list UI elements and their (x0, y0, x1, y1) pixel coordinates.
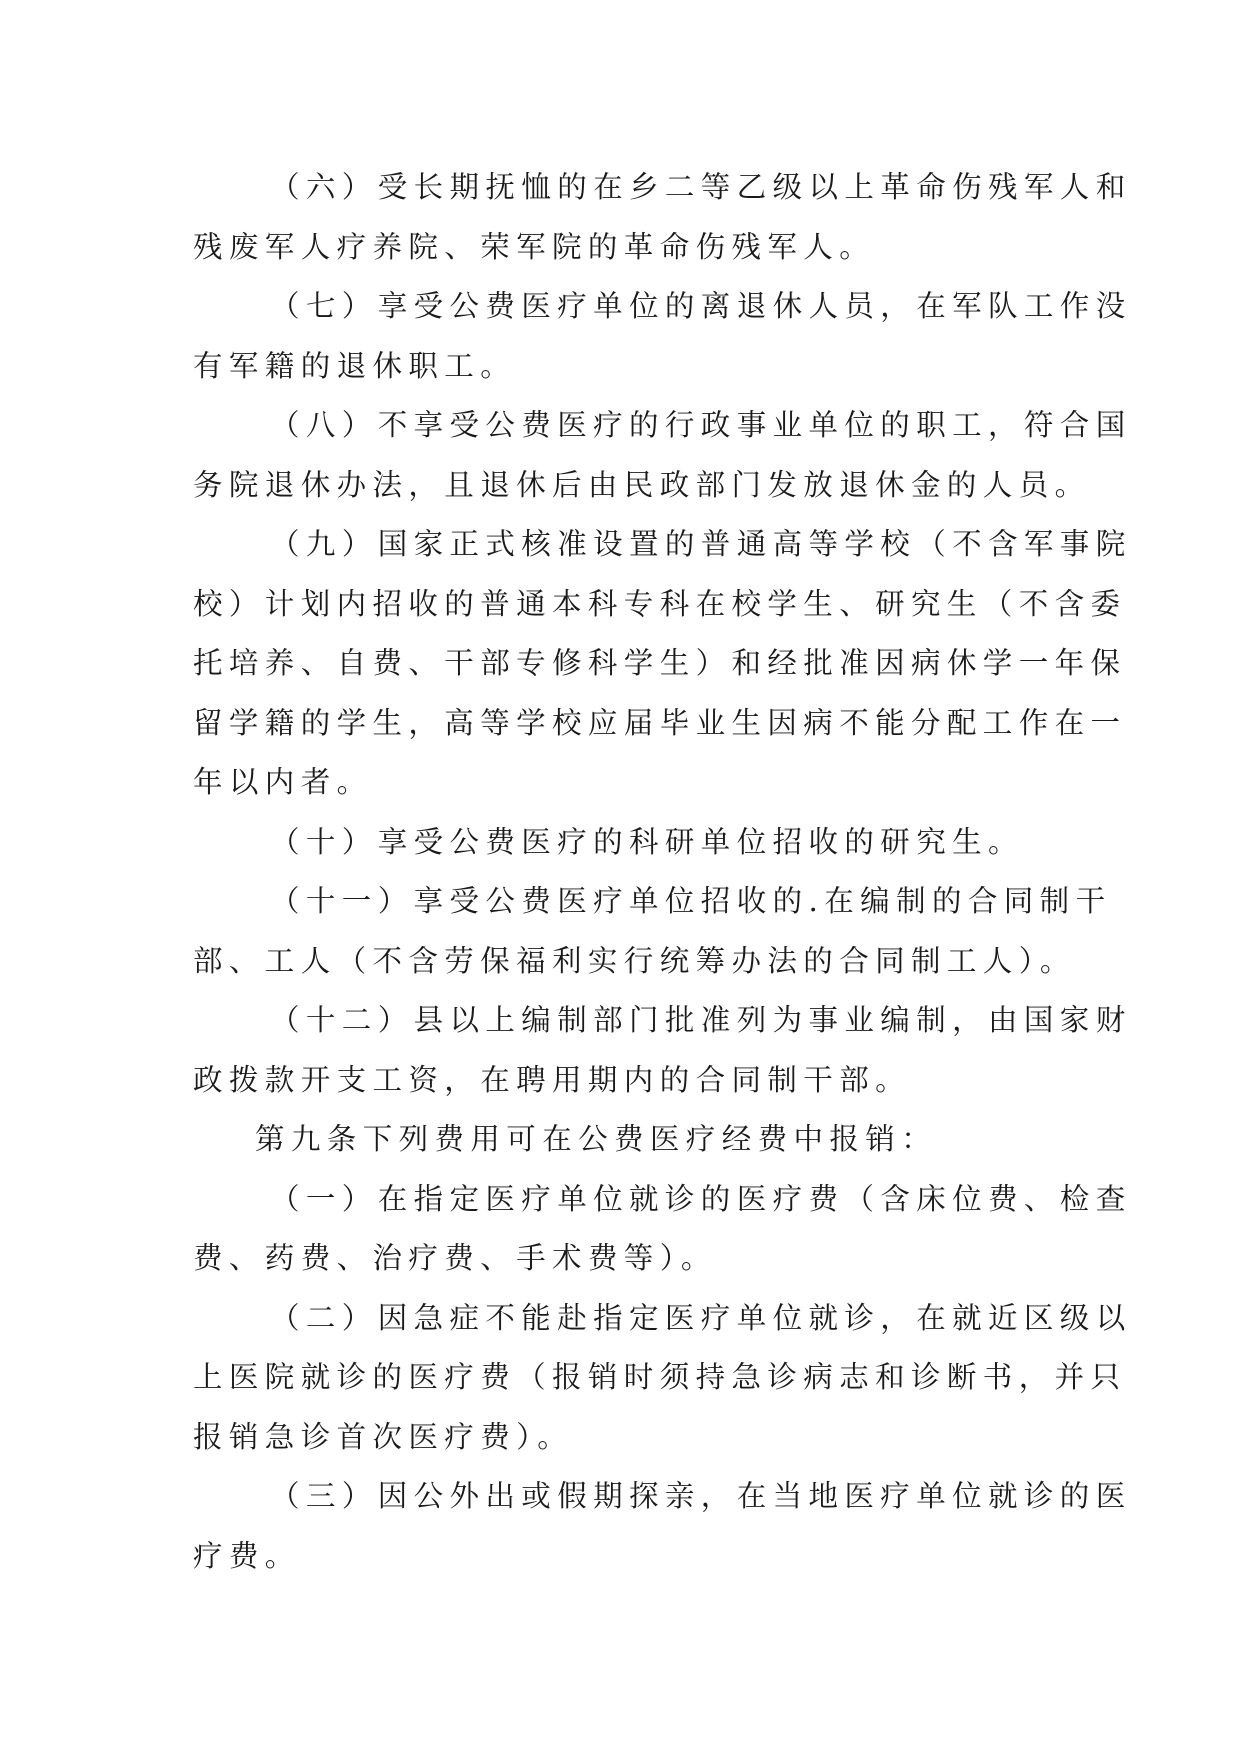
text-line: 校）计划内招收的普通本科专科在校学生、研究生（不含委 (193, 586, 1127, 621)
paragraph-item-1 (193, 1170, 1132, 1289)
text-line: （八）不享受公费医疗的行政事业单位的职工，符合国 (270, 408, 1132, 442)
text-line: （十二）县以上编制部门批准列为事业编制，由国家财 (270, 1003, 1132, 1037)
text-line: 疗费。 (193, 1538, 301, 1573)
text-line: 托培养、自费、干部专修科学生）和经批准因病休学一年保 (193, 646, 1127, 680)
paragraph-item-3 (193, 1467, 1132, 1586)
paragraph-item-2 (193, 1289, 1132, 1468)
text-line: （十）享受公费医疗的科研单位招收的研究生。 (270, 824, 1024, 859)
text-line: （九）国家正式核准设置的普通高等学校（不含军事院 (270, 527, 1132, 561)
paragraph-item-6 (193, 158, 1132, 277)
text-line: （一）在指定医疗单位就诊的医疗费（含床位费、检查 (270, 1181, 1132, 1216)
text-line: （三）因公外出或假期探亲，在当地医疗单位就诊的医 (270, 1479, 1132, 1513)
paragraph-item-9 (193, 515, 1132, 813)
paragraph-item-12 (193, 991, 1132, 1110)
text-line: 第九条下列费用可在公费医疗经费中报销： (255, 1122, 938, 1156)
text-line: 费、药费、治疗费、手术费等）。 (193, 1241, 717, 1275)
text-line: 留学籍的学生，高等学校应届毕业生因病不能分配工作在一 (193, 705, 1127, 740)
text-line: （十一）享受公费医疗单位招收的.在编制的合同制干 (270, 884, 1112, 918)
paragraph-item-8 (193, 396, 1132, 515)
text-line: （二）因急症不能赴指定医疗单位就诊，在就近区级以 (270, 1300, 1132, 1335)
text-line: （六）受长期抚恤的在乡二等乙级以上革命伤残军人和 (270, 170, 1132, 204)
text-line: 务院退休办法，且退休后由民政部门发放退休金的人员。 (193, 467, 1091, 502)
paragraph-item-11 (193, 872, 1112, 991)
text-line: 上医院就诊的医疗费（报销时须持急诊病志和诊断书，并只 (193, 1360, 1127, 1394)
paragraph-item-7 (193, 277, 1132, 396)
text-line: 部、工人（不含劳保福利实行统筹办法的合同制工人）。 (193, 943, 1076, 978)
text-line: 有军籍的退休职工。 (193, 348, 517, 383)
text-line: （七）享受公费医疗单位的离退休人员，在军队工作没 (270, 289, 1132, 323)
document-body (193, 158, 1132, 1586)
text-line: 残废军人疗养院、荣军院的革命伤残军人。 (193, 229, 876, 264)
text-line: 政拨款开支工资，在聘用期内的合同制干部。 (193, 1062, 912, 1097)
text-line: 报销急诊首次医疗费）。 (193, 1419, 574, 1454)
paragraph-item-10 (193, 813, 1055, 873)
article-9-heading (193, 1110, 1055, 1170)
text-line: 年以内者。 (193, 765, 373, 799)
